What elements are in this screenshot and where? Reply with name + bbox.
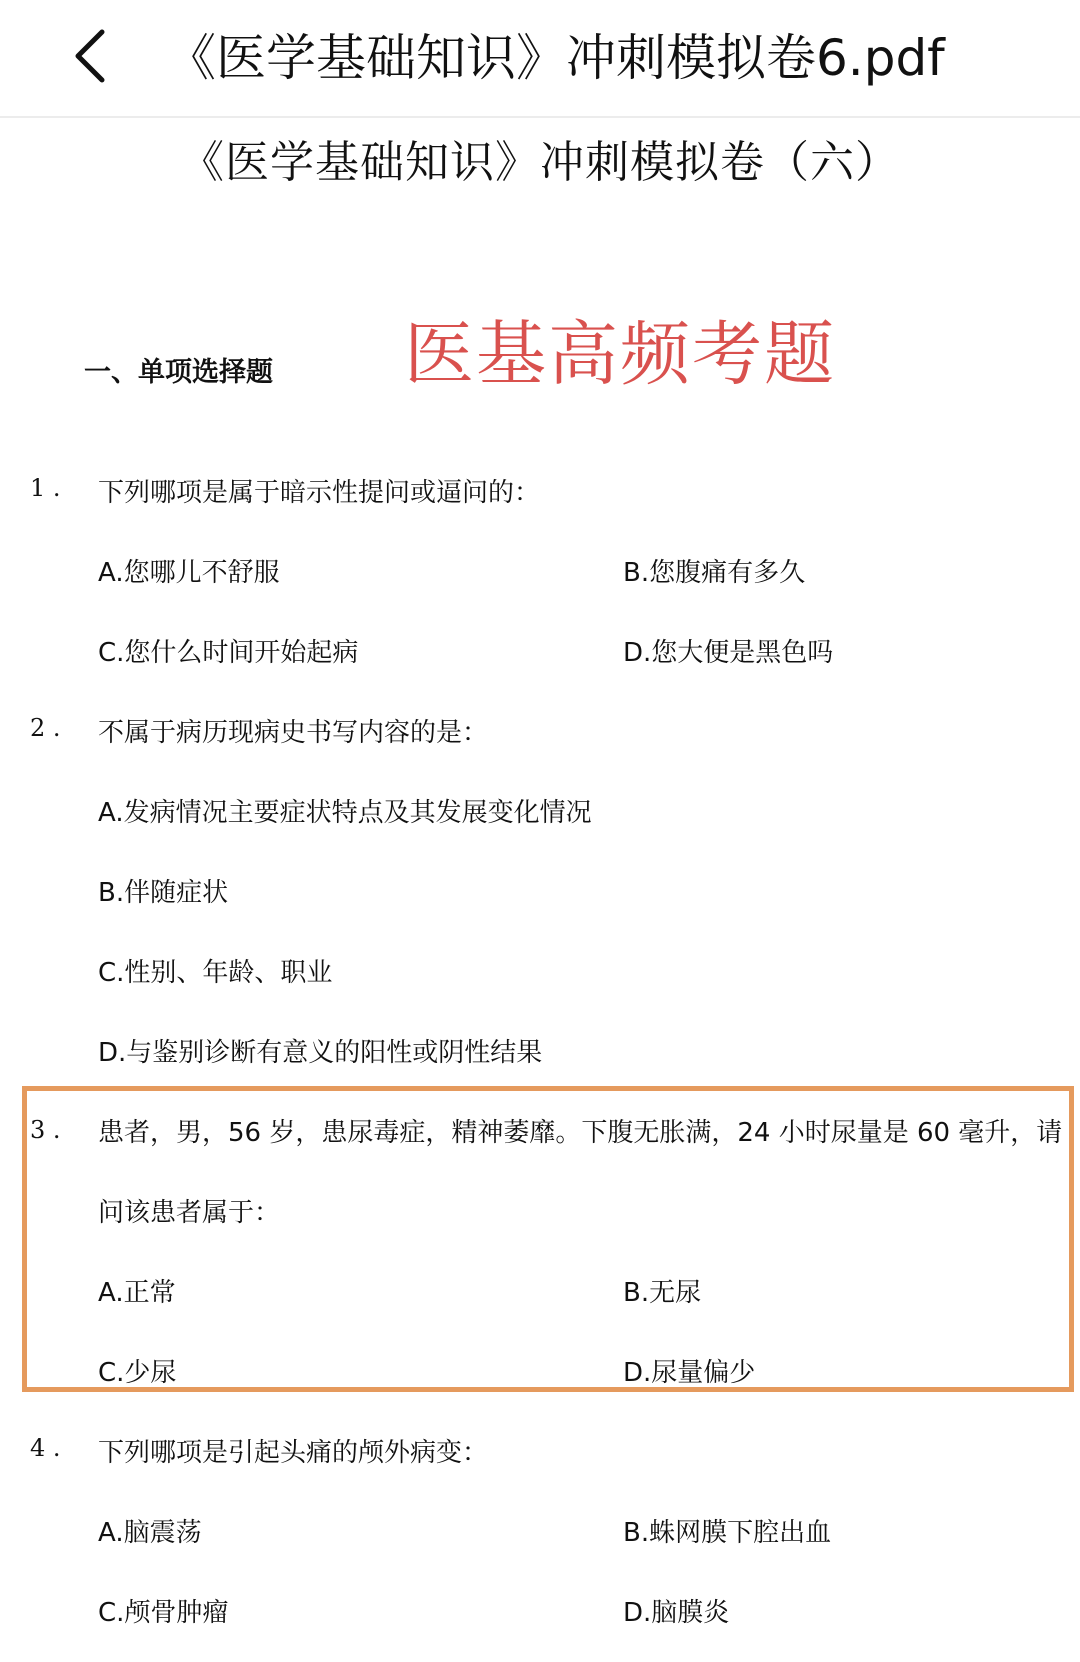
- question-2-option-c: C.性别、年龄、职业: [98, 958, 333, 988]
- question-2-number: 2 .: [30, 714, 61, 742]
- question-3-text: 患者，男，56 岁，患尿毒症，精神萎靡。下腹无胀满，24 小时尿量是 60 毫升，请: [98, 1118, 1063, 1148]
- question-2-text: 不属于病历现病史书写内容的是：: [98, 718, 489, 748]
- question-1-option-a: A.您哪儿不舒服: [98, 558, 280, 588]
- question-4-text: 下列哪项是引起头痛的颅外病变：: [98, 1438, 489, 1468]
- back-button[interactable]: [58, 22, 122, 94]
- chevron-left-icon: [70, 26, 110, 90]
- question-3-option-b: B.无尿: [623, 1278, 702, 1308]
- file-title: 《医学基础知识》冲刺模拟卷6.pdf: [166, 29, 945, 87]
- section-heading: 一、单项选择题: [84, 357, 273, 388]
- watermark-label: 医基高频考题: [404, 313, 836, 395]
- question-3-option-a: A.正常: [98, 1278, 176, 1308]
- question-2-option-b: B.伴随症状: [98, 878, 229, 908]
- question-3-option-d: D.尿量偏少: [623, 1358, 756, 1388]
- question-3-option-c: C.少尿: [98, 1358, 177, 1388]
- question-4-number: 4 .: [30, 1434, 61, 1462]
- question-1-option-d: D.您大便是黑色吗: [623, 638, 834, 668]
- question-4-option-a: A.脑震荡: [98, 1518, 202, 1548]
- top-app-bar: [0, 0, 1080, 118]
- question-3-number: 3 .: [30, 1116, 61, 1144]
- question-2-option-a: A.发病情况主要症状特点及其发展变化情况: [98, 798, 592, 828]
- question-1-text: 下列哪项是属于暗示性提问或逼问的：: [98, 478, 541, 508]
- question-1-option-b: B.您腹痛有多久: [623, 558, 806, 588]
- question-3-text-continued: 问该患者属于：: [98, 1198, 281, 1228]
- question-4-option-b: B.蛛网膜下腔出血: [623, 1518, 832, 1548]
- question-1-option-c: C.您什么时间开始起病: [98, 638, 359, 668]
- document-title: 《医学基础知识》冲刺模拟卷（六）: [180, 137, 900, 188]
- question-1-number: 1 .: [30, 474, 61, 502]
- question-4-option-c: C.颅骨肿瘤: [98, 1598, 229, 1628]
- question-4-option-d: D.脑膜炎: [623, 1598, 730, 1628]
- question-2-option-d: D.与鉴别诊断有意义的阳性或阴性结果: [98, 1038, 543, 1068]
